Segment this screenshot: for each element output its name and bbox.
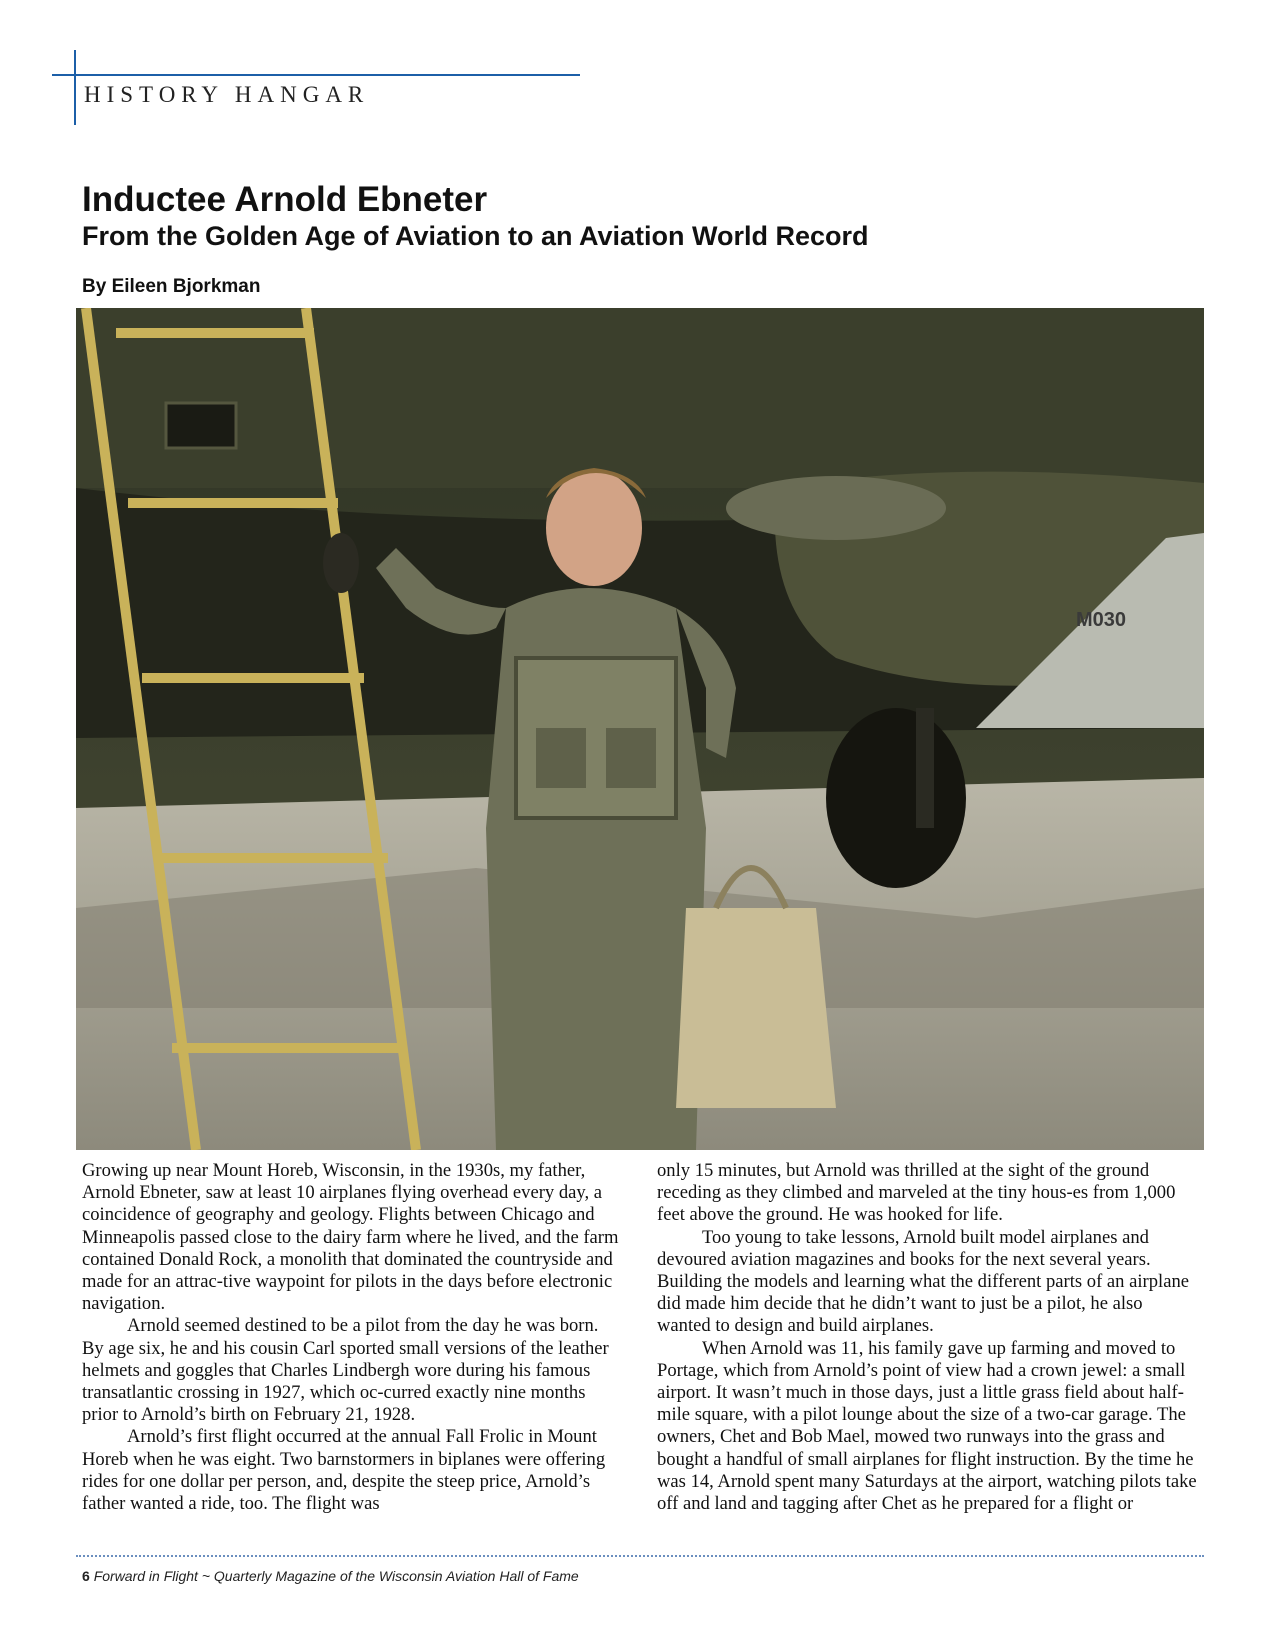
page-number: 6 [82,1568,90,1584]
tail-marking: M030 [1076,609,1127,631]
paragraph: Too young to take lessons, Arnold built model airplanes and devoured aviation magazines and books for the next several years. Building the models and learning what the different parts of an airplane did made him decide that he didn’t want to just be a pilot, he also wanted to design and build airplanes. [657,1226,1190,1337]
article-column-left [82,1160,622,1515]
publication-name: Forward in Flight ~ Quarterly Magazine of the Wisconsin Aviation Hall of Fame [93,1568,579,1584]
paragraph: Growing up near Mount Horeb, Wisconsin, in the 1930s, my father, Arnold Ebneter, saw at least 10 airplanes flying overhead every day, a coincidence of geography and geology. Flights between Chicago and Minneapolis passed close to the dairy farm where he lived, and the farm contained Donald Rock, a monolith that dominated the countryside and made for an attrac-tive waypoint for pilots in the days before electronic navigation. [82,1160,619,1315]
article-title: Inductee Arnold Ebneter [82,180,488,219]
paragraph: When Arnold was 11, his family gave up farming and moved to Portage, which from Arnold’s point of view had a crown jewel: a small airport. It wasn’t much in those days, just a little grass field about half-mile square, with a pilot lounge about the size of a two-car garage. The owners, Chet and Bob Mael, mowed two runways into the grass and bought a handful of small airplanes for flight instruction. By the time he was 14, Arnold spent many Saturdays at the airport, watching pilots take off and land and tagging after Chet as he prepared for a flight or [657,1337,1197,1515]
article-subtitle: From the Golden Age of Aviation to an Aviation World Record [82,221,869,251]
page-footer [82,1568,579,1584]
article-photo [76,308,1204,1150]
pilot-beside-jet-image [76,308,1204,1150]
byline: By Eileen Bjorkman [82,276,261,297]
footer-rule [76,1555,1204,1557]
header-rule-horizontal [52,74,580,76]
section-label: HISTORY HANGAR [84,82,370,107]
paragraph: Arnold seemed destined to be a pilot from the day he was born. By age six, he and his cousin Carl sported small versions of the leather helmets and goggles that Charles Lindbergh wore during his famous transatlantic crossing in 1927, which oc-curred exactly nine months prior to Arnold’s birth on February 21, 1928. [82,1315,609,1426]
header-rule-vertical [74,50,76,125]
paragraph: only 15 minutes, but Arnold was thrilled at the sight of the ground receding as they climbed and marveled at the tiny hous-es from 1,000 feet above the ground. He was hooked for life. [657,1160,1176,1226]
article-column-right [657,1160,1197,1515]
paragraph: Arnold’s first flight occurred at the annual Fall Frolic in Mount Horeb when he was eight. Two barnstormers in biplanes were offering rides for one dollar per person, and, despite the steep price, Arnold’s father wanted a ride, too. The flight was [82,1426,606,1515]
